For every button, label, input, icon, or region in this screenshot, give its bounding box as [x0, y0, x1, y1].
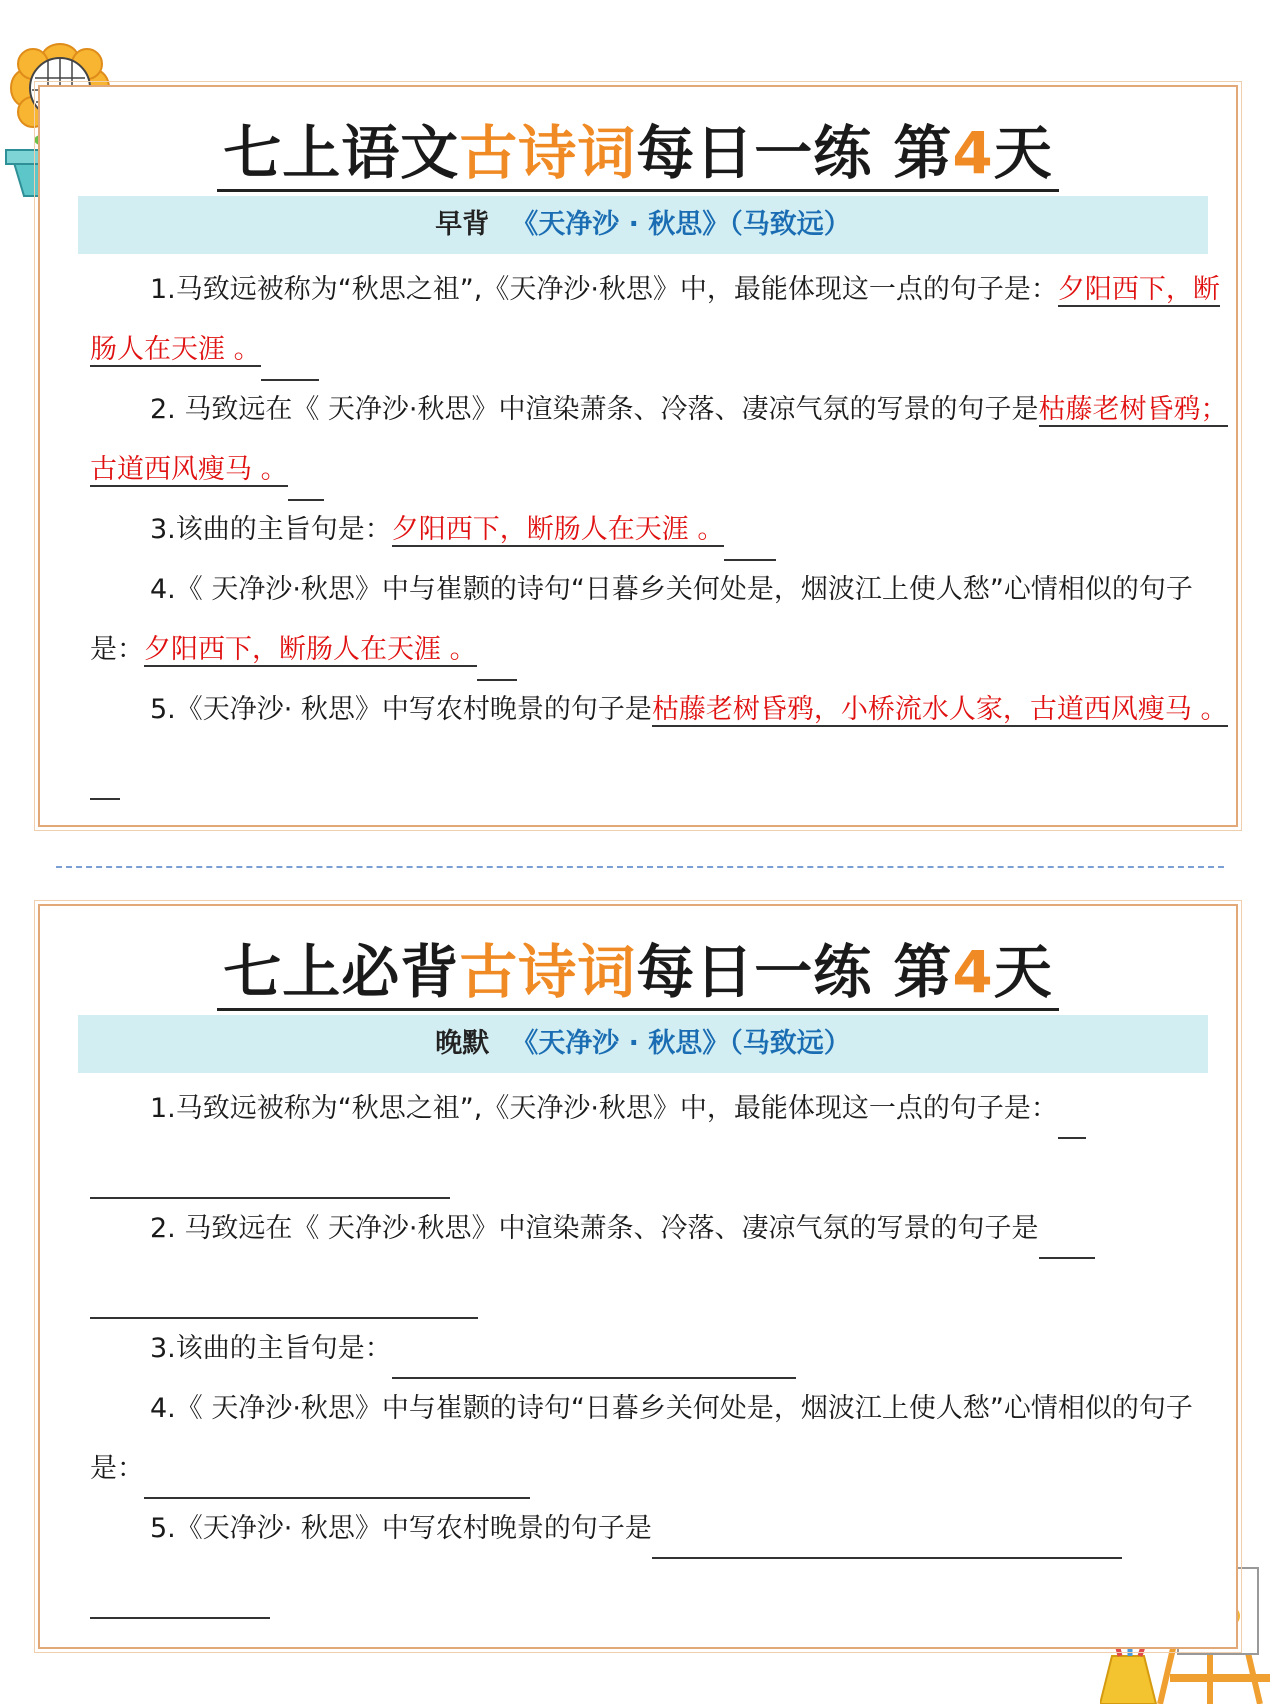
answer-1: 夕阳西下，断肠人在天涯 。 [90, 274, 1220, 365]
poem-title: 《天净沙 · 秋思》（马致远） [511, 209, 851, 240]
answer-line [1058, 1099, 1086, 1139]
poem-title: 《天净沙 · 秋思》（马致远） [511, 1028, 851, 1059]
answer-blank-5 [90, 1559, 1235, 1619]
page-title: 七上必背古诗词每日一练 第4天 [217, 936, 1059, 1011]
answer-line [392, 1339, 796, 1379]
answer-line [90, 1579, 270, 1619]
morning-practice-card [38, 85, 1238, 827]
answer-4: 夕阳西下，断肠人在天涯 。 [144, 634, 477, 665]
answer-line [724, 521, 776, 561]
question-1: 1.马致远被称为“秋思之祖”,《天净沙·秋思》中，最能体现这一点的句子是： [90, 1079, 1235, 1139]
section-tag: 早背 [435, 209, 490, 240]
answer-line [288, 461, 324, 501]
question-2: 2. 马致远在《 天净沙·秋思》中渲染萧条、冷落、凄凉气氛的写景的句子是枯藤老树昏鸦；古道西风瘦马 。 [90, 380, 1235, 501]
answer-line [90, 1279, 478, 1319]
question-2: 2. 马致远在《 天净沙·秋思》中渲染萧条、冷落、凄凉气氛的写景的句子是 [90, 1199, 1235, 1259]
answer-3: 夕阳西下，断肠人在天涯 。 [391, 514, 725, 545]
question-4: 4.《 天净沙·秋思》中与崔颢的诗句“日暮乡关何处是，烟波江上使人愁”心情相似的句子是：夕阳西下，断肠人在天涯 。 [90, 560, 1235, 681]
section-band [78, 196, 1208, 254]
question-1: 1.马致远被称为“秋思之祖”,《天净沙·秋思》中，最能体现这一点的句子是：夕阳西下，断肠人在天涯 。 [90, 260, 1235, 381]
section-tag: 晚默 [435, 1028, 490, 1059]
section-band [78, 1015, 1208, 1073]
answer-line [652, 1519, 1122, 1559]
question-4: 4.《 天净沙·秋思》中与崔颢的诗句“日暮乡关何处是，烟波江上使人愁”心情相似的句子是： [90, 1379, 1235, 1499]
question-3: 3.该曲的主旨句是：夕阳西下，断肠人在天涯 。 [90, 500, 1235, 561]
answer-line [261, 341, 319, 381]
answer-blank-2 [90, 1259, 1235, 1319]
answer-blank-1 [90, 1139, 1235, 1199]
question-3: 3.该曲的主旨句是： [90, 1319, 1235, 1379]
section-divider [56, 866, 1224, 868]
question-5: 5.《天净沙· 秋思》中写农村晚景的句子是 [90, 1499, 1235, 1559]
answer-line [90, 760, 120, 800]
answer-2: 枯藤老树昏鸦；古道西风瘦马 。 [90, 394, 1228, 485]
answer-line [1039, 1219, 1095, 1259]
evening-practice-card [38, 904, 1238, 1649]
answer-5: 枯藤老树昏鸦，小桥流水人家，古道西风瘦马 。 [651, 694, 1228, 725]
question-5: 5.《天净沙· 秋思》中写农村晚景的句子是枯藤老树昏鸦，小桥流水人家，古道西风瘦马 。 [90, 680, 1235, 800]
answer-line [90, 1159, 450, 1199]
page-title: 七上语文古诗词每日一练 第4天 [217, 117, 1059, 192]
answer-line [144, 1459, 530, 1499]
answer-line [477, 641, 517, 681]
